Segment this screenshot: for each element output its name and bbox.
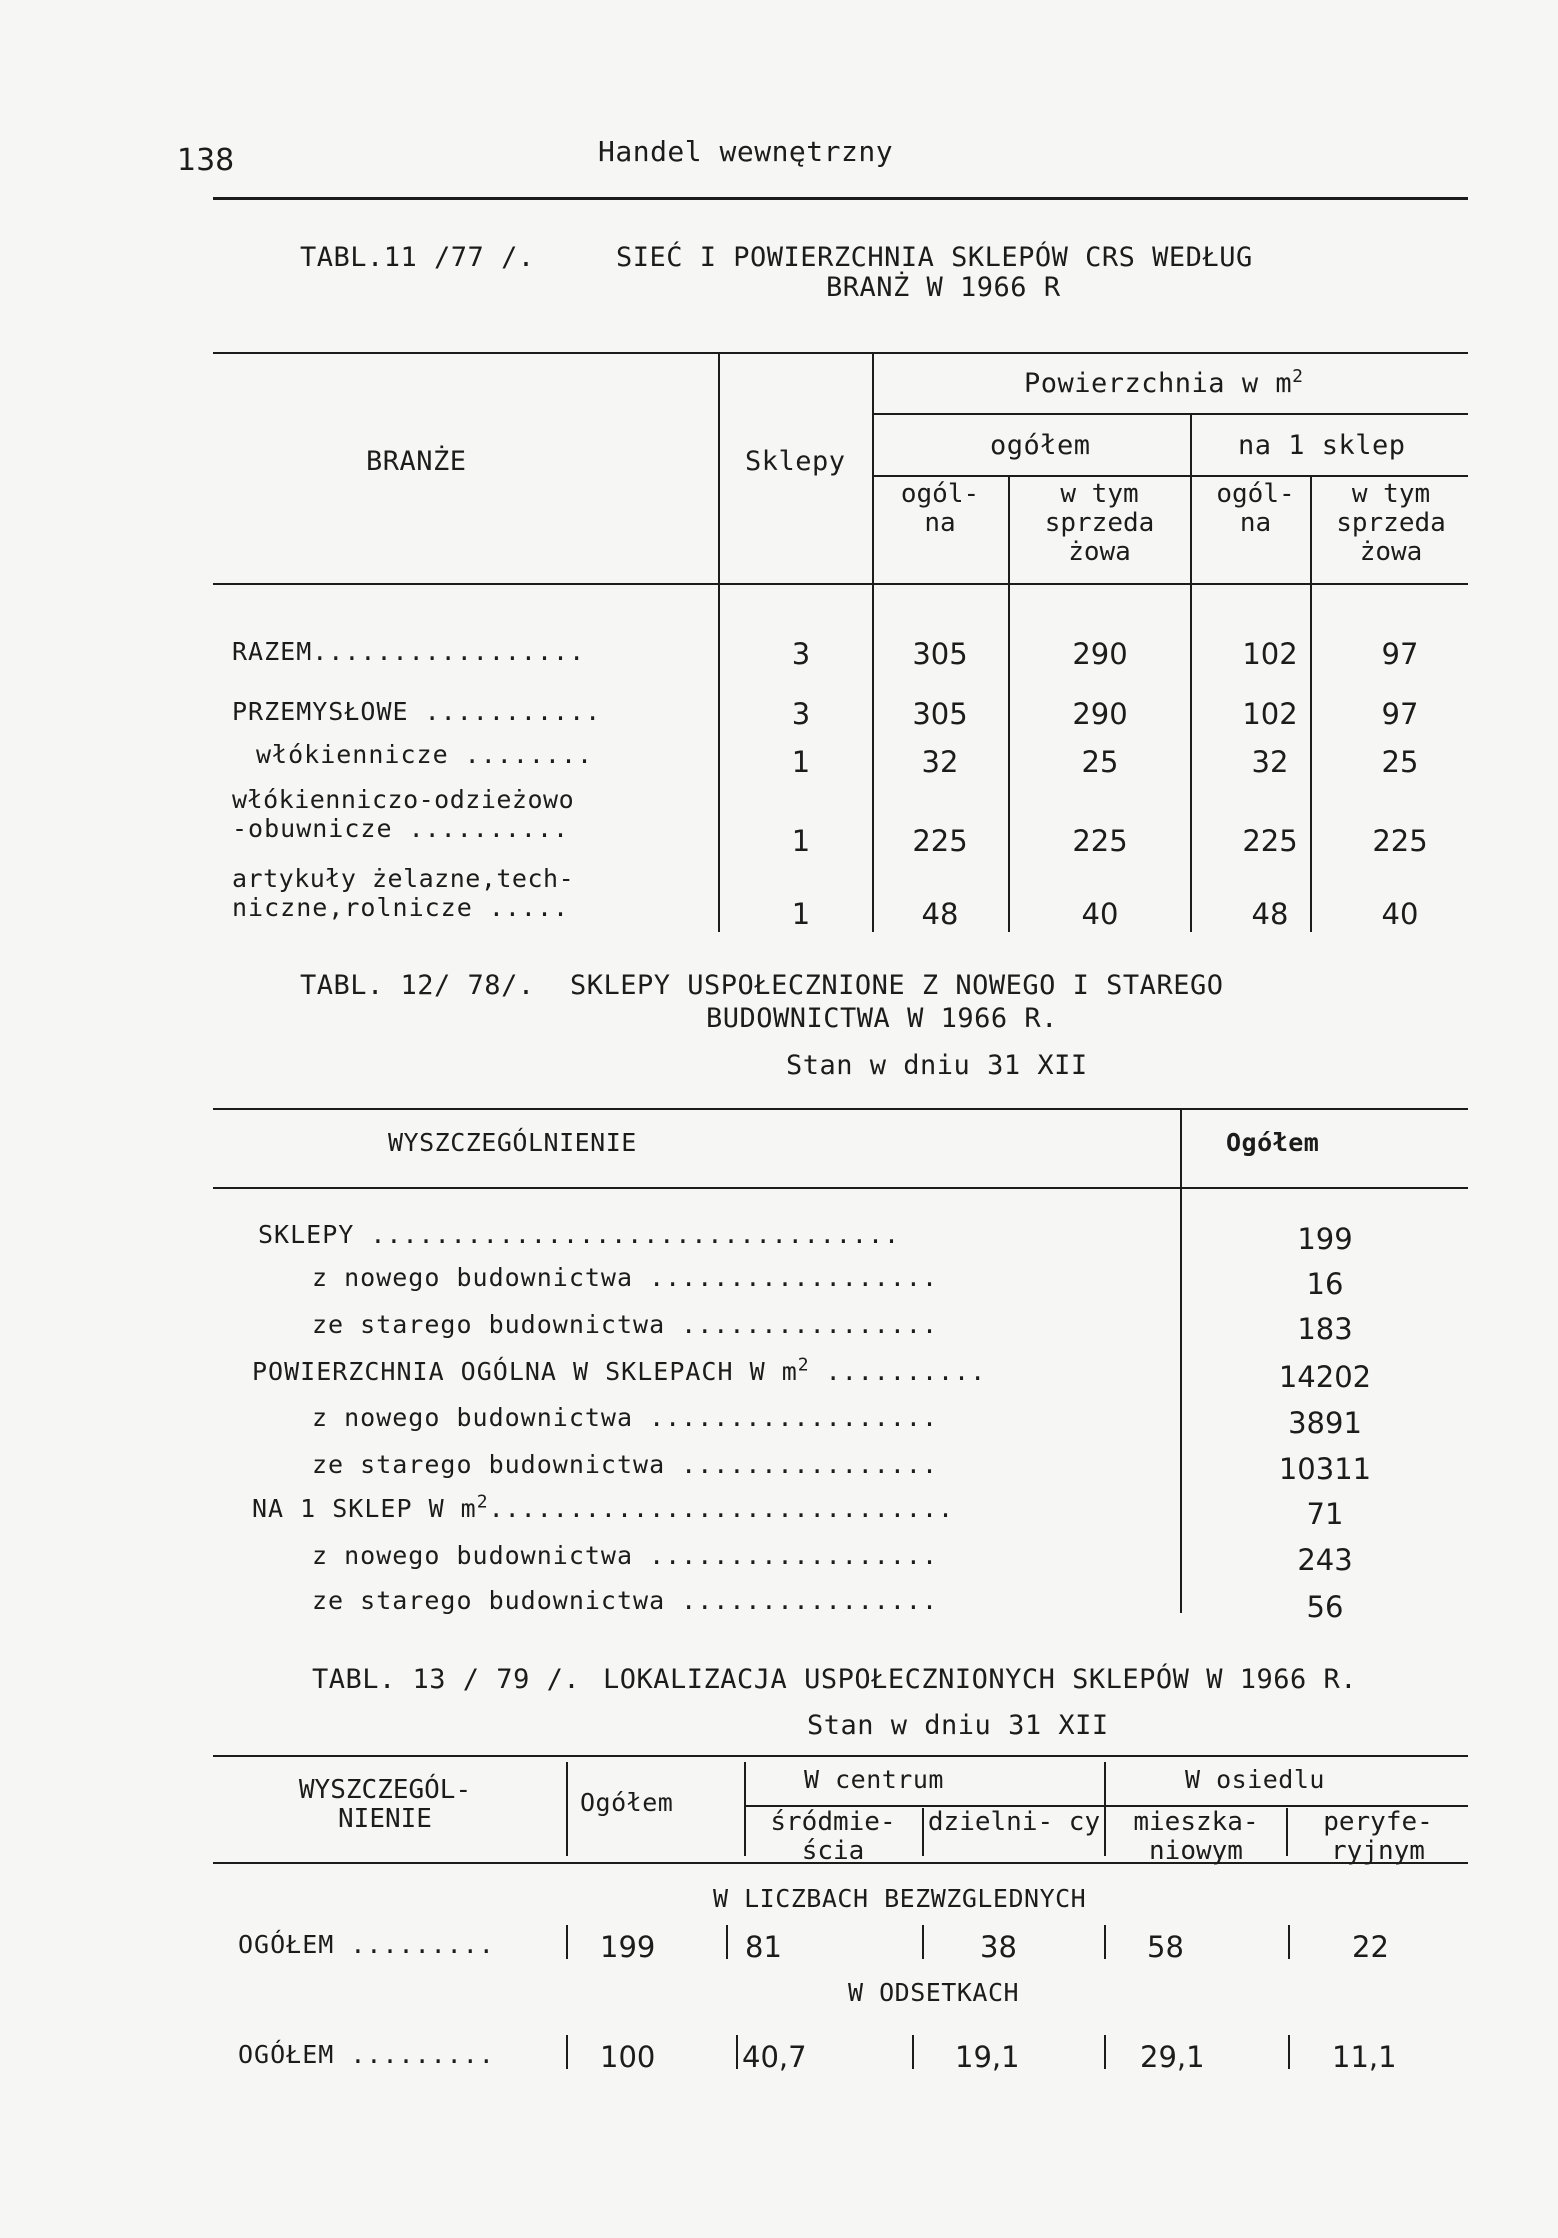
cell-sprzedazowa-na1: 25 <box>1381 745 1419 779</box>
row-label: ze starego budownictwa ................ <box>312 1586 938 1615</box>
cell-ogolna-na1: 102 <box>1242 637 1298 671</box>
t13-header-peryferyjnym: peryfe- ryjnym <box>1323 1807 1433 1866</box>
t11-header-na1sklep: na 1 sklep <box>1238 430 1406 461</box>
cell-dzielnicy: 38 <box>980 1930 1017 1964</box>
t12-header-ogolem: Ogółem <box>1226 1128 1320 1157</box>
row-label: SKLEPY ................................. <box>258 1220 901 1249</box>
t11-header-sklepy: Sklepy <box>745 446 846 477</box>
cell-ogolna-na1: 102 <box>1242 697 1298 731</box>
cell-divider <box>1104 2035 1106 2069</box>
t11-header-w-tym-sprzedazowa: w tym sprzeda żowa <box>1044 479 1155 567</box>
t11-top-rule <box>213 352 1468 354</box>
row-value: 71 <box>1306 1497 1344 1531</box>
cell-sklepy: 1 <box>791 897 811 931</box>
t13-section-percent: W ODSETKACH <box>848 1978 1020 2007</box>
t11-header-ogolem: ogółem <box>990 430 1091 461</box>
cell-sprzedazowa: 25 <box>1081 745 1119 779</box>
cell-sprzedazowa: 40 <box>1081 897 1119 931</box>
row-label: PRZEMYSŁOWE ........... <box>232 697 602 726</box>
cell-ogolna: 225 <box>912 824 968 858</box>
row-label: artykuły żelazne,tech- <box>232 864 575 893</box>
row-value: 14202 <box>1278 1360 1372 1394</box>
t12-title-line1: SKLEPY USPOŁECZNIONE Z NOWEGO I STAREGO <box>570 970 1224 1001</box>
cell-divider <box>726 1925 728 1959</box>
cell-ogolem: 199 <box>600 1930 656 1964</box>
row-value: 183 <box>1297 1312 1353 1346</box>
cell-divider <box>566 2035 568 2069</box>
row-label: z nowego budownictwa .................. <box>312 1541 938 1570</box>
cell-ogolem: 100 <box>600 2040 656 2074</box>
t13-header-ogolem: Ogółem <box>580 1788 674 1817</box>
cell-ogolna-na1: 32 <box>1251 745 1289 779</box>
cell-dzielnicy: 19,1 <box>955 2040 1020 2074</box>
row-label: NA 1 SKLEP W $m^2$............................. <box>252 1491 955 1523</box>
t13-top-rule <box>213 1755 1468 1757</box>
row-value: 10311 <box>1278 1452 1372 1486</box>
t12-col-divider <box>1180 1108 1182 1613</box>
t13-col-divider <box>1104 1762 1106 1856</box>
t13-label: TABL. 13 / 79 /. <box>312 1664 581 1695</box>
cell-divider <box>1288 1925 1290 1959</box>
t13-col-divider <box>1286 1808 1288 1856</box>
row-label: włókiennicze ........ <box>256 740 594 769</box>
cell-ogolna: 32 <box>921 745 959 779</box>
t13-header-dzielnicy: dzielni- cy <box>927 1807 1101 1837</box>
cell-mieszkaniowym: 29,1 <box>1140 2040 1205 2074</box>
row-value: 56 <box>1306 1590 1344 1624</box>
cell-divider <box>912 2035 914 2069</box>
t11-title-line2: BRANŻ W 1966 R <box>826 272 1061 303</box>
t13-title-line1: LOKALIZACJA USPOŁECZNIONYCH SKLEPÓW W 1966 R. <box>603 1664 1357 1695</box>
cell-srodmiescia: 81 <box>745 1930 782 1964</box>
t11-rule <box>872 413 1468 415</box>
cell-divider <box>736 2035 738 2069</box>
t12-header-bottom-rule <box>213 1187 1468 1189</box>
cell-ogolna: 305 <box>912 637 968 671</box>
t13-col-divider <box>922 1808 924 1856</box>
row-label: -obuwnicze .......... <box>232 814 570 843</box>
cell-divider <box>922 1925 924 1959</box>
row-value: 199 <box>1297 1222 1353 1256</box>
cell-peryferyjnym: 11,1 <box>1332 2040 1397 2074</box>
t11-header-powierzchnia: Powierzchnia w $m^2$ <box>1024 366 1304 399</box>
t11-col-divider <box>718 352 720 932</box>
cell-mieszkaniowym: 58 <box>1147 1930 1184 1964</box>
t11-header-ogolna: ogól-na <box>900 479 980 538</box>
t13-section-absolute: W LICZBACH BEZWZGLEDNYCH <box>713 1884 1087 1913</box>
cell-sprzedazowa-na1: 97 <box>1381 637 1419 671</box>
row-label: ze starego budownictwa ................ <box>312 1310 938 1339</box>
t11-title-line1: SIEĆ I POWIERZCHNIA SKLEPÓW CRS WEDŁUG <box>616 242 1253 273</box>
t11-label: TABL.11 /77 /. <box>300 242 535 273</box>
row-label: z nowego budownictwa .................. <box>312 1263 938 1292</box>
header-rule <box>213 197 1468 200</box>
row-label: włókienniczo-odzieżowo <box>232 785 575 814</box>
row-value: 243 <box>1297 1543 1353 1577</box>
cell-ogolna: 48 <box>921 897 959 931</box>
cell-sprzedazowa: 225 <box>1072 824 1128 858</box>
row-label: ze starego budownictwa ................ <box>312 1450 938 1479</box>
cell-divider <box>1288 2035 1290 2069</box>
row-label: OGÓŁEM ......... <box>238 2040 495 2069</box>
cell-sklepy: 1 <box>791 745 811 779</box>
t12-label: TABL. 12/ 78/. <box>300 970 535 1001</box>
cell-divider <box>1104 1925 1106 1959</box>
row-label: POWIERZCHNIA OGÓLNA W SKLEPACH W $m^2$ .......... <box>252 1354 987 1386</box>
page-number: 138 <box>177 143 235 178</box>
t11-col-divider <box>1008 475 1010 932</box>
cell-sklepy: 3 <box>791 637 811 671</box>
t13-title-line2: Stan w dniu 31 XII <box>807 1710 1109 1741</box>
t11-col-divider <box>872 352 874 932</box>
t13-header-w-osiedlu: W osiedlu <box>1185 1765 1325 1794</box>
cell-ogolna-na1: 225 <box>1242 824 1298 858</box>
t11-header-w-tym-sprzedazowa: w tym sprzeda żowa <box>1336 479 1446 567</box>
page-title: Handel wewnętrzny <box>598 135 894 168</box>
t11-col-divider <box>1190 413 1192 932</box>
cell-ogolna-na1: 48 <box>1251 897 1289 931</box>
t11-header-ogolna: ogól-na <box>1216 479 1295 538</box>
cell-sprzedazowa: 290 <box>1072 637 1128 671</box>
row-label: RAZEM................. <box>232 637 586 666</box>
cell-peryferyjnym: 22 <box>1352 1930 1389 1964</box>
t12-title-line3: Stan w dniu 31 XII <box>786 1050 1088 1081</box>
t12-header-wyszczegolnienie: WYSZCZEGÓLNIENIE <box>388 1128 637 1157</box>
t12-top-rule <box>213 1108 1468 1110</box>
cell-sprzedazowa-na1: 97 <box>1381 697 1419 731</box>
t13-header-wyszczegolnienie: WYSZCZEGÓL- NIENIE <box>298 1775 472 1834</box>
cell-sprzedazowa-na1: 40 <box>1381 897 1419 931</box>
t13-header-srodmiescia: śródmie- ścia <box>770 1807 896 1866</box>
t13-col-divider <box>566 1762 568 1856</box>
cell-sklepy: 3 <box>791 697 811 731</box>
cell-srodmiescia: 40,7 <box>742 2040 807 2074</box>
t12-title-line2: BUDOWNICTWA W 1966 R. <box>706 1003 1058 1034</box>
t13-col-divider <box>744 1762 746 1856</box>
cell-sprzedazowa-na1: 225 <box>1372 824 1428 858</box>
row-label: niczne,rolnicze ..... <box>232 893 570 922</box>
row-value: 3891 <box>1288 1406 1362 1440</box>
cell-divider <box>566 1925 568 1959</box>
row-label: z nowego budownictwa .................. <box>312 1403 938 1432</box>
cell-sklepy: 1 <box>791 824 811 858</box>
cell-ogolna: 305 <box>912 697 968 731</box>
t13-header-w-centrum: W centrum <box>804 1765 944 1794</box>
t11-rule <box>872 475 1468 477</box>
t11-header-branze: BRANŻE <box>366 446 467 477</box>
row-label: OGÓŁEM ......... <box>238 1930 495 1959</box>
row-value: 16 <box>1306 1267 1344 1301</box>
t11-header-bottom-rule <box>213 583 1468 585</box>
cell-sprzedazowa: 290 <box>1072 697 1128 731</box>
t13-header-mieszkaniowym: mieszka- niowym <box>1133 1807 1259 1866</box>
